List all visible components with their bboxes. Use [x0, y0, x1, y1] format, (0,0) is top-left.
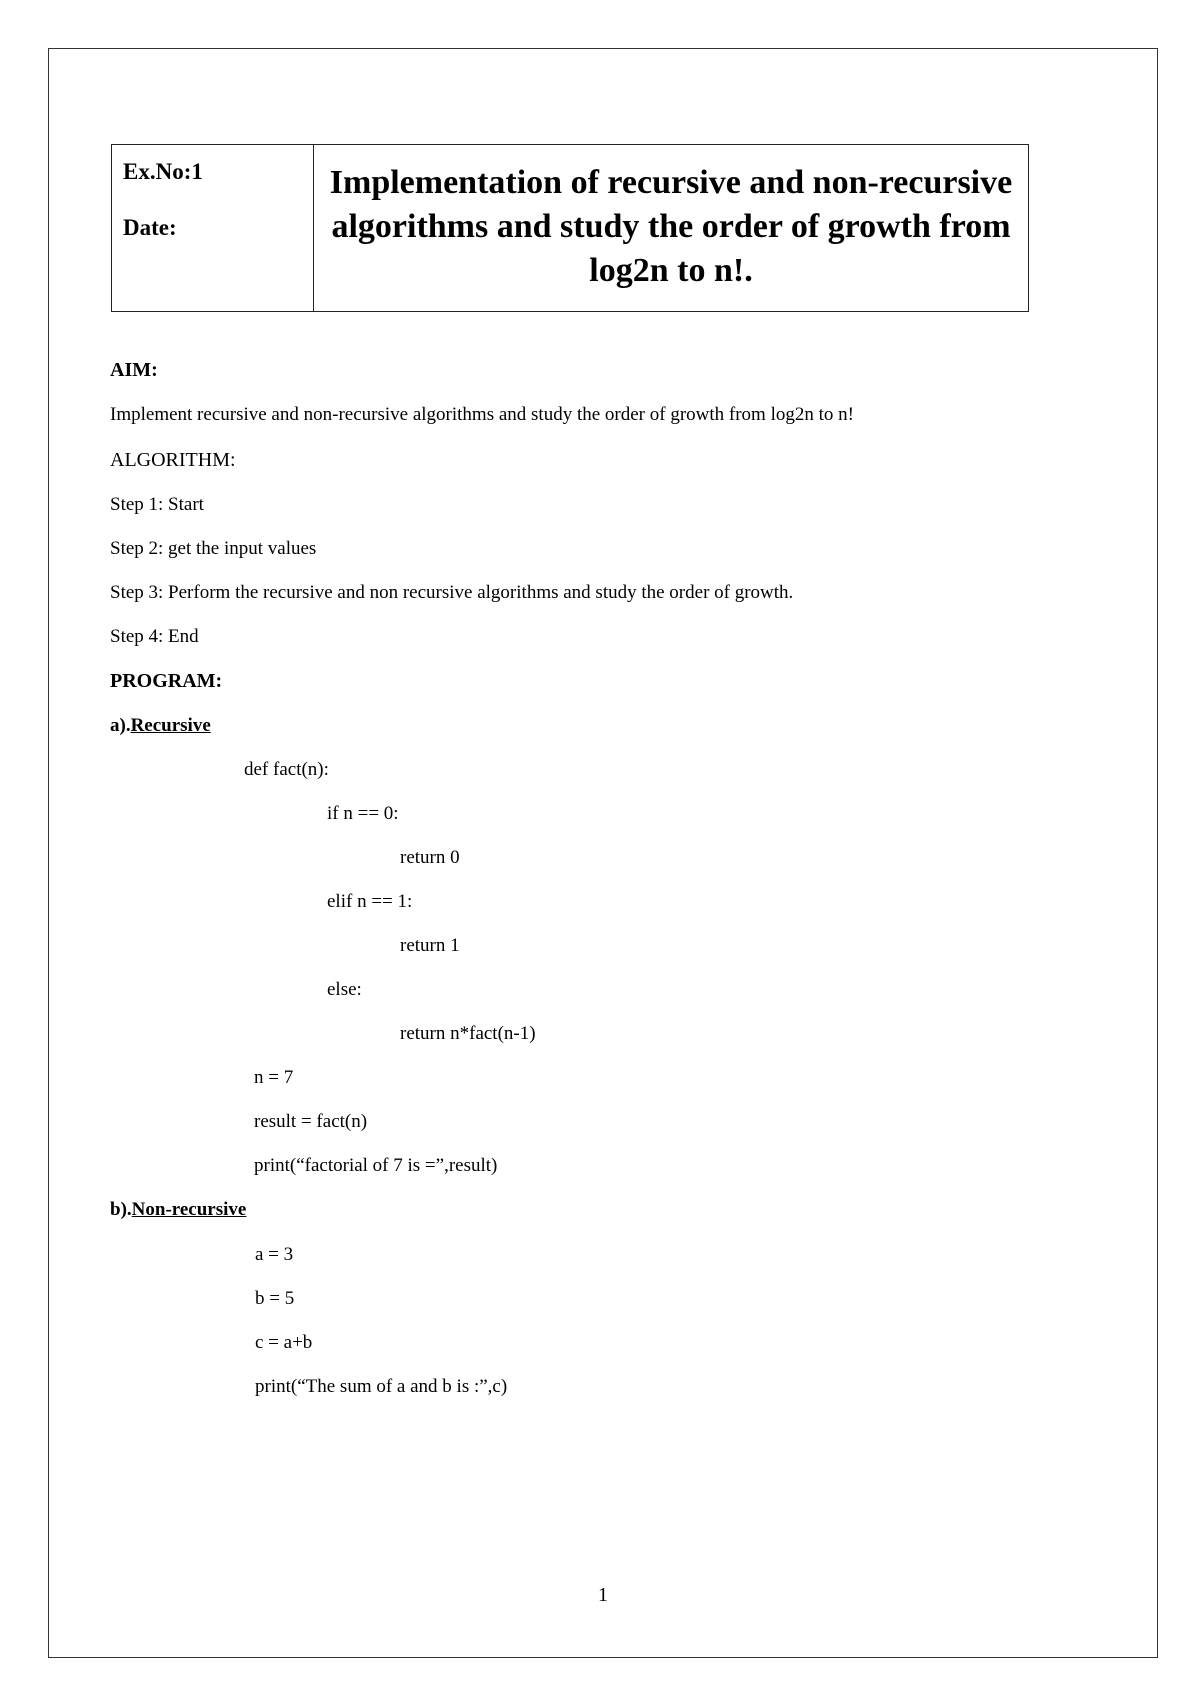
program-heading: PROGRAM: — [110, 670, 223, 692]
algorithm-step: Step 1: Start — [110, 494, 204, 515]
exercise-title-cell — [314, 145, 1028, 311]
algorithm-step: Step 3: Perform the recursive and non recursive algorithms and study the order of growth. — [110, 582, 794, 603]
non-recursive-prefix: b). — [110, 1199, 132, 1220]
aim-heading: AIM: — [110, 359, 158, 381]
algorithm-heading: ALGORITHM: — [110, 449, 236, 471]
code-line: print(“factorial of 7 is =”,result) — [254, 1155, 498, 1176]
code-line: return n*fact(n-1) — [400, 1023, 536, 1044]
code-line: if n == 0: — [327, 803, 399, 824]
non-recursive-heading — [110, 1199, 246, 1221]
code-line: print(“The sum of a and b is :”,c) — [255, 1376, 508, 1397]
code-line: elif n == 1: — [327, 891, 413, 912]
exercise-number: Ex.No:1 — [123, 159, 203, 184]
code-line: return 0 — [400, 847, 460, 868]
code-line: n = 7 — [254, 1067, 294, 1088]
code-line: b = 5 — [255, 1288, 295, 1309]
exercise-header-table — [111, 144, 1029, 312]
code-line: else: — [327, 979, 362, 1000]
non-recursive-label: Non-recursive — [131, 1199, 247, 1220]
algorithm-step: Step 4: End — [110, 626, 199, 647]
code-line: def fact(n): — [244, 759, 329, 780]
exercise-info-cell — [112, 145, 314, 311]
recursive-prefix: a). — [110, 715, 131, 736]
exercise-title: Implementation of recursive and non-recursive algorithms and study the order of growth from log2n to n!. — [329, 164, 1013, 289]
code-line: return 1 — [400, 935, 460, 956]
code-line: a = 3 — [255, 1244, 294, 1265]
recursive-heading — [110, 715, 211, 737]
exercise-date: Date: — [123, 215, 177, 240]
code-line: result = fact(n) — [254, 1111, 368, 1132]
code-line: c = a+b — [255, 1332, 313, 1353]
aim-text: Implement recursive and non-recursive algorithms and study the order of growth from log2n to n! — [110, 404, 854, 425]
page-number: 1 — [598, 1584, 608, 1606]
algorithm-step: Step 2: get the input values — [110, 538, 317, 559]
recursive-label: Recursive — [130, 715, 211, 736]
